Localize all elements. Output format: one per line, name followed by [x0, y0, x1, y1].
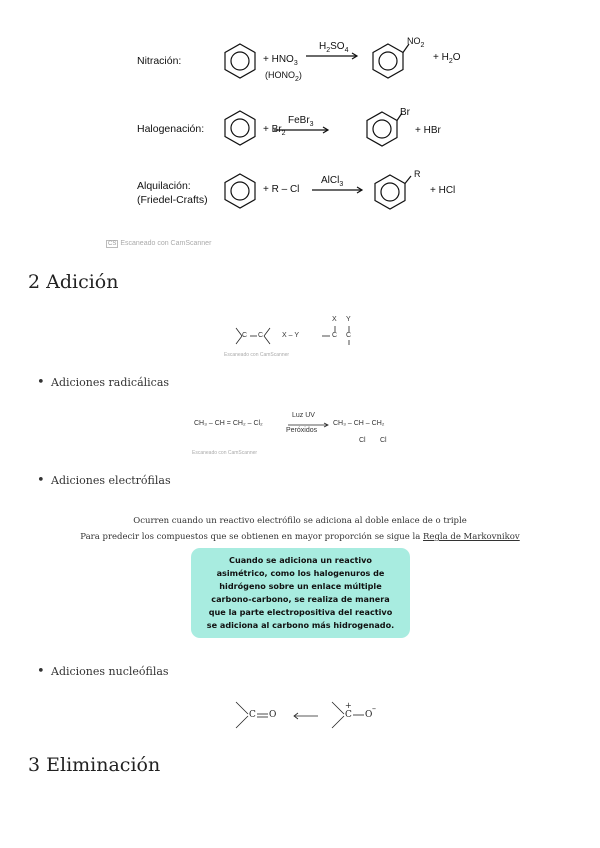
- nitro-substituent: $NO_2$: [407, 36, 425, 49]
- radical-cl-1: Cl: [359, 437, 366, 444]
- alkene-c2: C: [258, 332, 264, 339]
- bullet-nucleophilic-additions: • Adiciones nucleófilas: [37, 664, 169, 679]
- section-title-addition: 2 Adición: [28, 271, 119, 293]
- friedel-crafts-label: (Friedel-Crafts): [137, 194, 208, 206]
- nitration-catalyst: $H_2SO_4$: [319, 41, 349, 54]
- markovnikov-sentence: Para predecir los compuestos que se obtienen en mayor proporción se sigue la Regla de Markovnikov: [80, 532, 520, 542]
- nitration-label: Nitración:: [137, 55, 182, 67]
- radical-condition-top: Luz UV: [292, 412, 315, 419]
- bullet-radical-additions: • Adiciones radicálicas: [37, 375, 169, 390]
- product-x: X: [332, 316, 337, 323]
- alkylation-product: + HCl: [430, 185, 456, 196]
- callout-line: se adiciona al carbono más hidrogenado.: [206, 620, 395, 630]
- callout-line: hidrógeno sobre un enlace múltiple: [219, 581, 382, 591]
- carbonyl-c: C: [249, 710, 256, 720]
- alkylation-catalyst: AlCl$_3$: [321, 175, 344, 188]
- radical-cl-2: Cl: [380, 437, 387, 444]
- callout-line: asimétrico, como los halogenuros de: [216, 568, 385, 578]
- markovnikov-callout: [191, 548, 410, 638]
- alkylation-label: Alquilación:: [137, 180, 191, 192]
- halogenation-catalyst: FeBr$_3$: [288, 115, 314, 128]
- alkylation-reagent: + R – Cl: [263, 184, 300, 195]
- alkene-c1: C: [242, 332, 248, 339]
- radical-condition-bottom: Peróxidos: [286, 427, 318, 434]
- callout-line: que la parte electropositiva del reactivo: [208, 607, 393, 617]
- scanned-reactions-image: [100, 28, 500, 253]
- callout-line: Cuando se adiciona un reactivo: [229, 555, 372, 565]
- addition-watermark: Escaneado con CamScanner: [224, 352, 290, 358]
- product-c1: C: [332, 332, 338, 339]
- callout-line: carbono-carbono, se realiza de manera: [211, 594, 390, 604]
- carbocation-c: C: [345, 710, 352, 720]
- carbonyl-resonance-image: [228, 698, 388, 738]
- section-title-elimination: 3 Eliminación: [28, 754, 161, 776]
- halogenation-label: Halogenación:: [137, 123, 205, 135]
- nitration-reagent: + $HNO_3$: [263, 54, 298, 67]
- radical-watermark: Escaneado con CamScanner: [192, 450, 258, 456]
- nitration-product: + $H_2O$: [433, 52, 461, 65]
- markovnikov-link[interactable]: Regla de Markovnikov: [423, 532, 520, 542]
- alkyl-substituent: R: [414, 169, 421, 179]
- radical-product: CH₃ – CH – CH₂: [333, 420, 385, 427]
- camscanner-logo-icon: CS: [108, 241, 117, 247]
- bullet-electrophilic-additions: • Adiciones electrófilas: [37, 473, 171, 488]
- electrophilic-description: Ocurren cuando un reactivo electrófilo se adiciona al doble enlace de o triple: [133, 516, 467, 526]
- halogenation-reagent: + $Br_2$: [263, 124, 286, 137]
- carbonyl-o: O: [269, 710, 277, 720]
- radical-reactant: CH₃ – CH = CH₂ – Cl₂: [194, 420, 263, 427]
- addition-reagent: X – Y: [282, 332, 299, 339]
- radical-scheme-image: [190, 410, 410, 458]
- camscanner-watermark: CS Escaneado con CamScanner: [108, 240, 212, 247]
- product-c2: C: [346, 332, 352, 339]
- bromo-substituent: Br: [400, 107, 410, 118]
- addition-scheme-image: [222, 310, 372, 362]
- alkoxide-o: O: [365, 710, 373, 720]
- nitration-alt-reagent: $(HONO_2)$: [265, 70, 302, 83]
- minus-charge: –: [372, 704, 376, 713]
- product-y: Y: [346, 316, 351, 323]
- plus-charge: +: [345, 701, 352, 710]
- halogenation-product: + HBr: [415, 125, 441, 136]
